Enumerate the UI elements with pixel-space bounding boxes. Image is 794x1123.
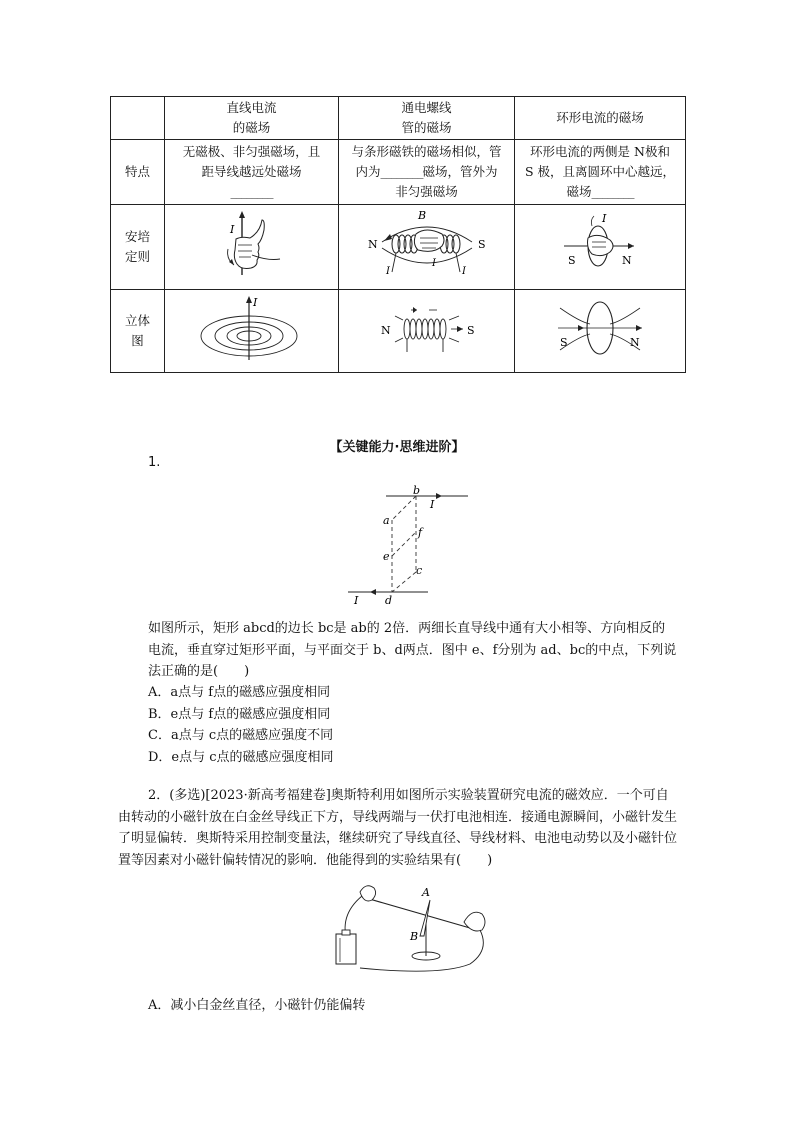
right-hand-solenoid-diagram	[362, 208, 492, 280]
svg-text:B: B	[410, 930, 419, 943]
3d-ring-figure	[515, 290, 686, 373]
question-1-number: 1.	[148, 455, 161, 470]
q1-option-d: D．e点与 c点的磁感应强度相同	[148, 750, 334, 765]
svg-text:I: I	[461, 266, 466, 277]
ring-field-lines-diagram	[550, 292, 650, 364]
svg-text:N: N	[380, 324, 391, 337]
header-straight-current: 直线电流 的磁场	[165, 97, 339, 140]
svg-text:d: d	[385, 594, 393, 607]
magnetic-field-table	[110, 96, 686, 373]
question-2-stem: 2．(多选)[2023·新高考福建卷]奥斯特利用如图所示实验装置研究电流的磁效应．一个可自由转动的小磁针放在白金丝导线正下方，导线两端与一伏打电池相连．接通电源瞬间，小磁针发生了明显偏转．奥斯特采用控制变量法，继续研究了导线直径、导线材料、电池电动势以及小磁针位置等因素对小磁针偏转情况的影响．他能得到的实验结果有( )	[118, 788, 678, 868]
svg-text:I: I	[385, 266, 390, 277]
svg-text:I: I	[602, 212, 607, 225]
row-label-feature: 特点	[111, 140, 165, 205]
ampere-ring-figure	[515, 205, 686, 290]
table-corner-cell	[111, 97, 165, 140]
ampere-solenoid-figure	[339, 205, 515, 290]
concentric-field-lines-diagram	[197, 292, 307, 364]
q1-option-a: A．a点与 f点的磁感应强度相同	[148, 685, 331, 700]
feature-straight: 无磁极、非匀强磁场，且 距导线越远处磁场 ________	[165, 140, 339, 205]
svg-text:B: B	[417, 209, 426, 222]
right-hand-ring-current-diagram	[550, 208, 650, 280]
q1-option-b: B．e点与 f点的磁感应强度相同	[148, 707, 331, 722]
svg-text:S: S	[466, 324, 475, 337]
blank-ring: ________	[591, 184, 634, 199]
3d-solenoid-figure	[339, 290, 515, 373]
section-title: 【关键能力·思维进阶】	[329, 440, 465, 455]
svg-text:c: c	[416, 564, 423, 577]
solenoid-field-lines-diagram	[367, 296, 487, 360]
row-label-ampere-rule: 安培 定则	[111, 205, 165, 290]
q1-option-c: C．a点与 c点的磁感应强度不同	[148, 728, 334, 743]
feature-ring: 环形电流的两侧是 N极和 S 极，且离圆环中心越远， 磁场________	[515, 140, 686, 205]
svg-text:N: N	[630, 336, 640, 349]
svg-text:e: e	[383, 550, 390, 563]
header-ring-current: 环形电流的磁场	[515, 97, 686, 140]
rectangle-wires-diagram	[340, 484, 476, 608]
svg-text:N: N	[622, 254, 632, 267]
right-hand-straight-wire-diagram	[212, 209, 292, 279]
header-solenoid: 通电螺线 管的磁场	[339, 97, 515, 140]
svg-text:b: b	[413, 484, 421, 497]
svg-text:S: S	[568, 254, 576, 267]
svg-text:I: I	[430, 498, 435, 511]
svg-text:I: I	[252, 296, 257, 309]
question-1-stem: 如图所示，矩形 abcd的边长 bc是 ab的 2倍．两细长直导线中通有大小相等、方向相反的电流，垂直穿过矩形平面，与平面交于 b、d两点．图中 e、f分别为 ad、bc的中点，下列说法正确的是( )	[148, 621, 677, 679]
svg-text:S: S	[560, 336, 568, 349]
svg-text:f: f	[418, 526, 423, 539]
svg-text:S: S	[477, 238, 486, 251]
ampere-straight-figure	[165, 205, 339, 290]
row-label-3d: 立体 图	[111, 290, 165, 373]
svg-text:I: I	[431, 258, 436, 269]
svg-text:N: N	[367, 238, 378, 251]
feature-solenoid: 与条形磁铁的磁场相似，管 内为________磁场，管外为 非匀强磁场	[339, 140, 515, 205]
3d-straight-figure	[165, 290, 339, 373]
q2-option-a: A．减小白金丝直径，小磁针仍能偏转	[148, 998, 366, 1013]
svg-text:I: I	[229, 223, 234, 236]
svg-text:A: A	[422, 886, 430, 899]
svg-text:a: a	[383, 514, 390, 527]
blank-straight: ________	[230, 184, 273, 199]
blank-solenoid: ________	[380, 164, 423, 179]
svg-text:I: I	[354, 594, 359, 607]
oersted-experiment-diagram	[330, 878, 500, 976]
